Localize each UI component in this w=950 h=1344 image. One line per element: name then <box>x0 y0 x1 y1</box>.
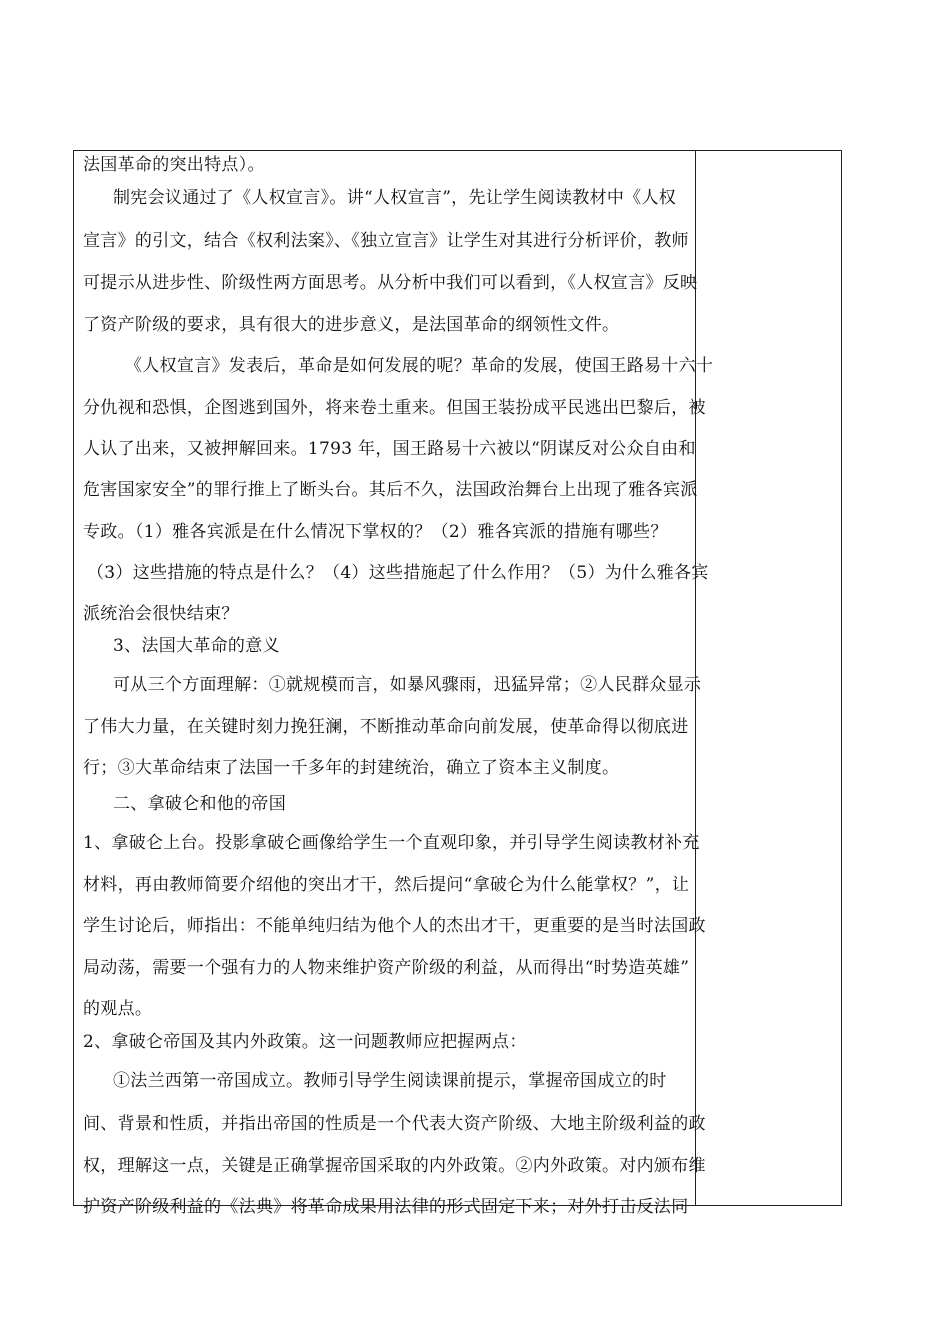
section-heading: 3、法国大革命的意义 <box>113 636 280 656</box>
text-line: 分仇视和恐惧，企图逃到国外，将来卷土重来。但国王装扮成平民逃出巴黎后，被 <box>83 398 706 418</box>
text-line: ①法兰西第一帝国成立。教师引导学生阅读课前提示，掌握帝国成立的时 <box>113 1071 667 1091</box>
text-line: 2、拿破仑帝国及其内外政策。这一问题教师应把握两点： <box>83 1032 527 1052</box>
text-line: （3）这些措施的特点是什么？（4）这些措施起了什么作用？（5）为什么雅各宾 <box>87 563 709 583</box>
text-line: 的观点。 <box>83 999 153 1019</box>
text-line: 可从三个方面理解：①就规模而言，如暴风骤雨，迅猛异常；②人民群众显示 <box>113 675 702 695</box>
text-line: 权，理解这一点，关键是正确掌握帝国采取的内外政策。②内外政策。对内颁布维 <box>83 1156 706 1176</box>
text-line: 可提示从进步性、阶级性两方面思考。从分析中我们可以看到，《人权宣言》反映 <box>83 273 698 293</box>
text-line: 制宪会议通过了《人权宣言》。讲“人权宣言”，先让学生阅读教材中《人权 <box>113 188 677 208</box>
text-line: 了资产阶级的要求，具有很大的进步意义，是法国革命的纲领性文件。 <box>83 315 620 335</box>
text-line: 专政。（1）雅各宾派是在什么情况下掌权的？（2）雅各宾派的措施有哪些？ <box>83 522 668 542</box>
text-line: 材料，再由教师简要介绍他的突出才干，然后提问“拿破仑为什么能掌权？”，让 <box>83 875 690 895</box>
text-line: 护资产阶级利益的《法典》将革命成果用法律的形式固定下来；对外打击反法同 <box>83 1197 689 1217</box>
text-line: 危害国家安全”的罪行推上了断头台。其后不久，法国政治舞台上出现了雅各宾派 <box>83 480 698 500</box>
section-heading: 二、拿破仑和他的帝国 <box>113 794 286 814</box>
lesson-table <box>73 150 842 1217</box>
text-line: 间、背景和性质，并指出帝国的性质是一个代表大资产阶级、大地主阶级利益的政 <box>83 1114 706 1134</box>
text-line: 宣言》的引文，结合《权利法案》、《独立宣言》让学生对其进行分析评价，教师 <box>83 231 689 251</box>
text-line: 1、拿破仑上台。投影拿破仑画像给学生一个直观印象，并引导学生阅读教材补充 <box>83 833 700 853</box>
text-line: 了伟大力量，在关键时刻力挽狂澜，不断推动革命向前发展，使革命得以彻底进 <box>83 717 689 737</box>
text-line: 行；③大革命结束了法国一千多年的封建统治，确立了资本主义制度。 <box>83 758 620 778</box>
text-line: 《人权宣言》发表后，革命是如何发展的呢？革命的发展，使国王路易十六十 <box>125 356 714 376</box>
content-cell <box>83 151 714 1217</box>
text-line: 人认了出来，又被押解回来。1793 年，国王路易十六被以“阴谋反对公众自由和 <box>83 439 696 459</box>
text-line: 学生讨论后，师指出：不能单纯归结为他个人的杰出才干，更重要的是当时法国政 <box>83 916 706 936</box>
text-line: 派统治会很快结束？ <box>83 604 239 624</box>
text-line: 法国革命的突出特点）。 <box>83 155 265 175</box>
text-line: 局动荡，需要一个强有力的人物来维护资产阶级的利益，从而得出“时势造英雄” <box>83 958 690 978</box>
notes-cell <box>697 151 841 1205</box>
